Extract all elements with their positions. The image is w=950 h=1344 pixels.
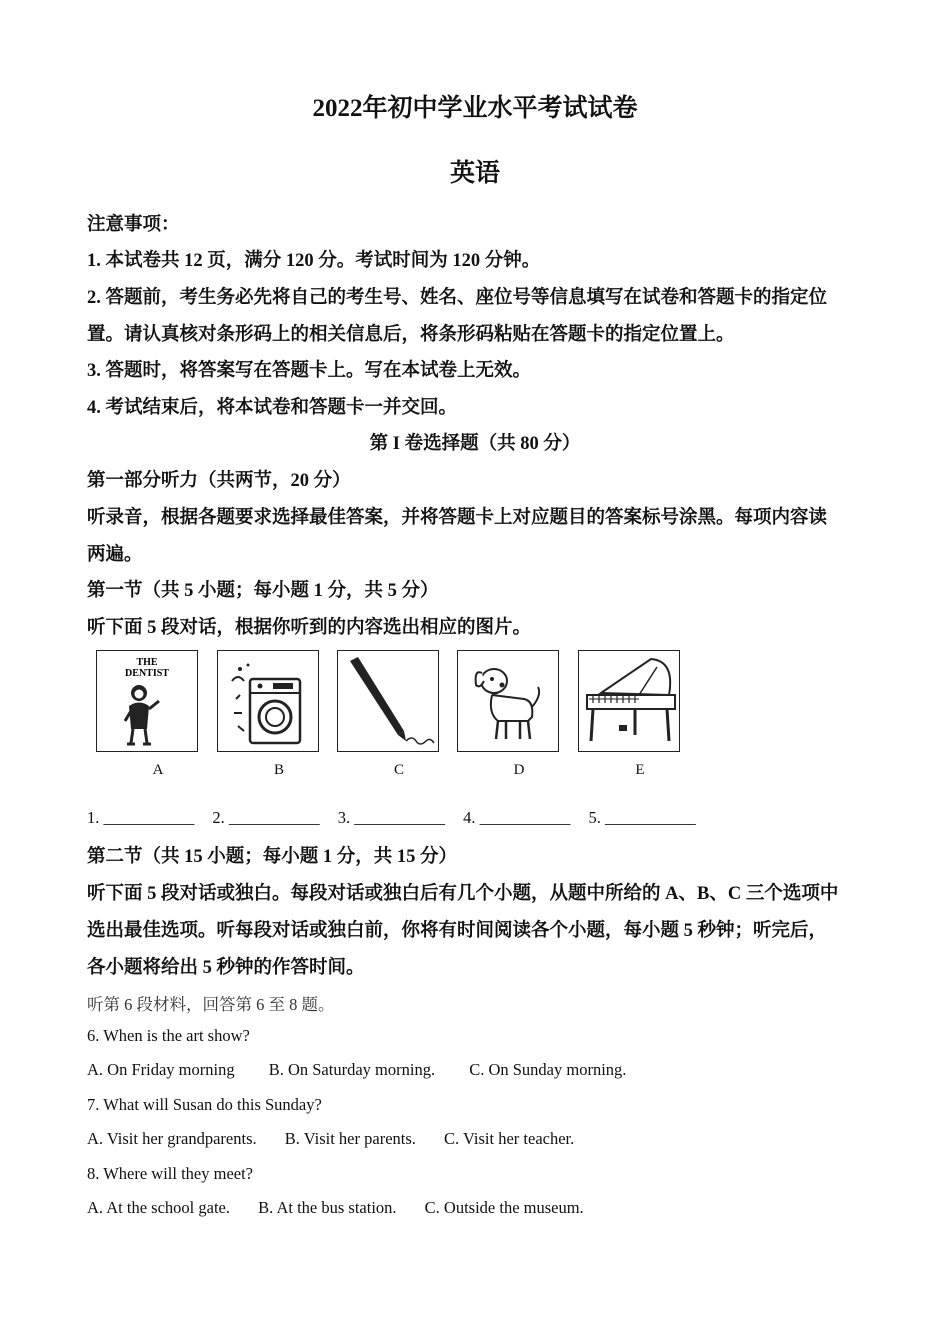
section1-heading: 第一节（共 5 小题；每小题 1 分，共 5 分） [87,581,439,601]
answer-blank-4[interactable]: 4. ___________ [463,808,571,827]
picture-a-caption-1: THE [136,657,158,668]
picture-d [457,650,559,752]
question-8-options [87,1198,614,1218]
question-7-option-b[interactable]: B. Visit her parents. [284,1129,416,1148]
picture-d-label: D [513,762,525,778]
exam-title: 2022年初中学业水平考试试卷 [312,95,638,122]
picture-e [578,650,680,752]
section1-instruction: 听下面 5 段对话，根据你听到的内容选出相应的图片。 [87,618,532,638]
picture-a [96,650,198,752]
question-8-option-a[interactable]: A. At the school gate. [87,1198,230,1217]
question-7: 7. What will Susan do this Sunday? [87,1095,322,1114]
section2-instruction-line-1: 听下面 5 段对话或独白。每段对话或独白后有几个小题，从题中所给的 A、B、C 三个选项中 [87,884,839,904]
question-7-options [87,1129,604,1149]
answer-blank-3[interactable]: 3. ___________ [337,808,445,827]
picture-a-caption-2: DENTIST [125,668,169,679]
volume-heading: 第 I 卷选择题（共 80 分） [369,434,581,454]
section2-instruction-line-2: 选出最佳选项。听每段对话或独白前，你将有时间阅读各个小题，每小题 5 秒钟；听完后， [87,921,828,941]
notice-item-2-line-1: 2. 答题前，考生务必先将自己的考生号、姓名、座位号等信息填写在试卷和答题卡的指定位 [87,288,828,308]
picture-e-label: E [635,762,645,778]
answer-blank-1[interactable]: 1. ___________ [87,808,195,827]
picture-c [337,650,439,752]
question-6-option-a[interactable]: A. On Friday morning [87,1060,235,1079]
part1-instruction-line-2: 两遍。 [87,545,143,565]
question-6-option-b[interactable]: B. On Saturday morning. [268,1060,436,1079]
notice-item-3: 3. 答题时，将答案写在答题卡上。写在本试卷上无效。 [87,361,532,381]
notice-item-2-line-2: 置。请认真核对条形码上的相关信息后，将条形码粘贴在答题卡的指定位置上。 [87,325,735,345]
question-7-option-a[interactable]: A. Visit her grandparents. [87,1129,257,1148]
subject-title: 英语 [449,160,500,187]
pen-icon [338,651,438,751]
question-8: 8. Where will they meet? [87,1164,254,1183]
question-7-option-c[interactable]: C. Visit her teacher. [444,1129,575,1148]
part1-heading: 第一部分听力（共两节，20 分） [87,471,351,491]
section2-instruction-line-3: 各小题将给出 5 秒钟的作答时间。 [87,958,365,978]
part1-instruction-line-1: 听录音，根据各题要求选择最佳答案，并将答题卡上对应题目的答案标号涂黑。每项内容读 [87,508,828,528]
notice-item-4: 4. 考试结束后，将本试卷和答题卡一并交回。 [87,398,458,418]
answer-blanks [87,808,710,828]
picture-b-label: B [273,762,284,778]
material-note: 听第 6 段材料，回答第 6 至 8 题。 [87,995,335,1014]
answer-blank-5[interactable]: 5. ___________ [588,808,696,827]
question-6-option-c[interactable]: C. On Sunday morning. [469,1060,627,1079]
section2-heading: 第二节（共 15 小题；每小题 1 分，共 15 分） [87,847,458,867]
dentist-icon [97,651,197,751]
notice-heading: 注意事项： [87,215,180,235]
picture-c-label: C [393,762,404,778]
answer-blank-2[interactable]: 2. ___________ [212,808,320,827]
picture-b [217,650,319,752]
question-8-option-b[interactable]: B. At the bus station. [258,1198,397,1217]
notice-item-1: 1. 本试卷共 12 页，满分 120 分。考试时间为 120 分钟。 [87,251,541,271]
dog-icon [458,651,558,751]
question-8-option-c[interactable]: C. Outside the museum. [424,1198,584,1217]
picture-a-label: A [152,762,164,778]
question-6-options [87,1060,656,1080]
piano-icon [579,651,679,751]
washing-machine-icon [218,651,318,751]
question-6: 6. When is the art show? [87,1026,250,1045]
